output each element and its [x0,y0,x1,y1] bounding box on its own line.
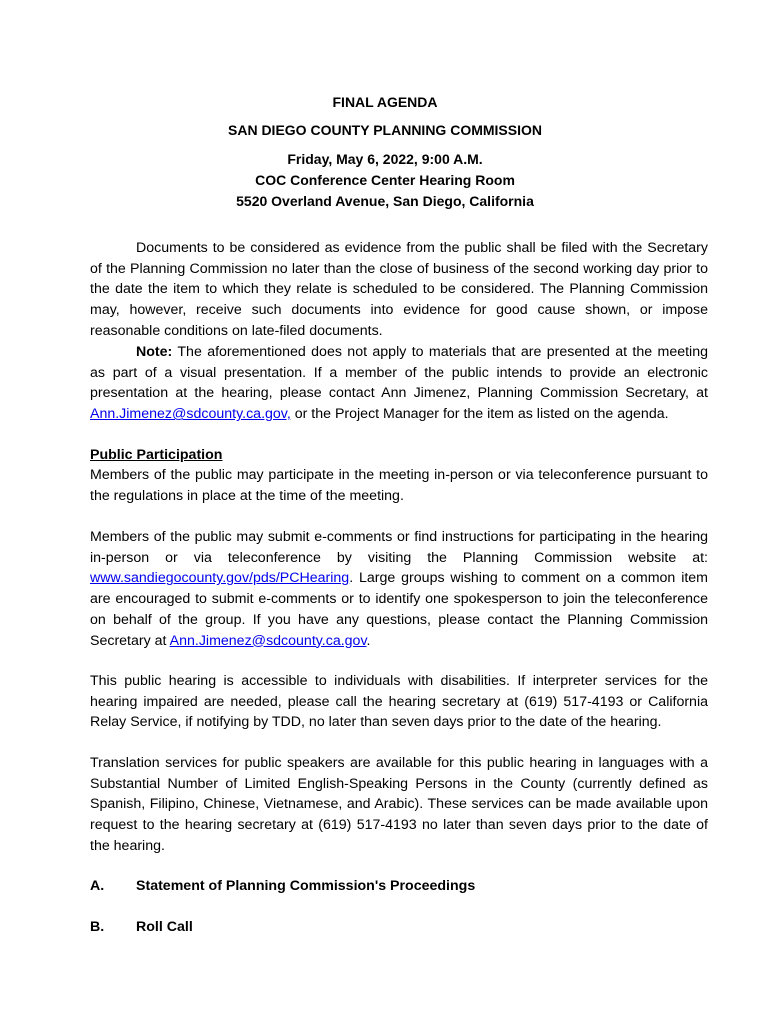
evidence-paragraph [90,238,708,342]
note-label: Note: [136,344,173,360]
pchearing-website-link[interactable]: www.sandiegocounty.gov/pds/PCHearing [90,570,350,587]
agenda-title: FINAL AGENDA [332,94,438,110]
secretary-email-link-2[interactable]: Ann.Jimenez@sdcounty.ca.gov [169,632,367,649]
agenda-item-b [90,917,193,937]
public-participation-heading: Public Participation [90,447,223,463]
ecomments-text-end: . [366,632,371,649]
agenda-item-title: Statement of Planning Commission's Proceedings [136,878,476,894]
agenda-item-letter: A. [90,878,105,894]
participation-paragraph [90,465,708,506]
secretary-email-link[interactable]: Ann.Jimenez@sdcounty.ca.gov, [90,406,291,423]
agenda-item-title: Roll Call [136,919,193,935]
accessibility-text: This public hearing is accessible to individuals with disabilities. If interpreter services for the hearing impaired are needed, please call the hearing secretary at (619) 517-4193 or California Relay Service, if notifying by TDD, no later than seven days prior to the date of the hearing. [90,673,708,731]
evidence-text: Documents to be considered as evidence from the public shall be filed with the Secretary of the Planning Commission no later than the close of business of the second working day prior to the date the item to which they relate is scheduled to be considered. The Planning Commission may, however, receive such documents into evidence for good cause shown, or impose reasonable conditions on late-filed documents. [90,240,708,339]
meeting-location: COC Conference Center Hearing Room [255,172,515,188]
ecomments-text-mid: . Large groups wishing to comment on a common item are encouraged to submit e-comments or to identify one spokesperson to join the teleconference on behalf of the group. If you have any questions, please contact the Planning Commission Secretary at [90,570,708,649]
commission-name: SAN DIEGO COUNTY PLANNING COMMISSION [228,122,542,138]
ecomments-text-start: Members of the public may submit e-comments or find instructions for participating in the hearing in-person or via teleconference by visiting the Planning Commission website at: [90,529,708,566]
note-text: The aforementioned does not apply to materials that are presented at the meeting as part of a visual presentation. If a member of the public intends to provide an electronic presentation at the hearing, please contact Ann Jimenez, Planning Commission Secretary, at [90,344,708,402]
meeting-date: Friday, May 6, 2022, 9:00 A.M. [287,151,483,167]
agenda-item-letter: B. [90,919,105,935]
participation-text: Members of the public may participate in the meeting in-person or via teleconference pursuant to the regulations in place at the time of the meeting. [90,467,708,504]
agenda-item-a [90,876,475,896]
meeting-address: 5520 Overland Avenue, San Diego, California [236,193,534,209]
accessibility-paragraph [90,671,708,733]
note-tail: or the Project Manager for the item as listed on the agenda. [290,406,669,423]
ecomments-paragraph [90,527,708,651]
translation-paragraph [90,753,708,857]
note-paragraph [90,342,708,425]
translation-text: Translation services for public speakers are available for this public hearing in languages with a Substantial Number of Limited English-Speaking Persons in the County (currently defined as Spanish, Filipino, Chinese, Vietnamese, and Arabic). These services can be made available upon request to the hearing secretary at (619) 517-4193 no later than seven days prior to the date of the hearing. [90,755,708,854]
